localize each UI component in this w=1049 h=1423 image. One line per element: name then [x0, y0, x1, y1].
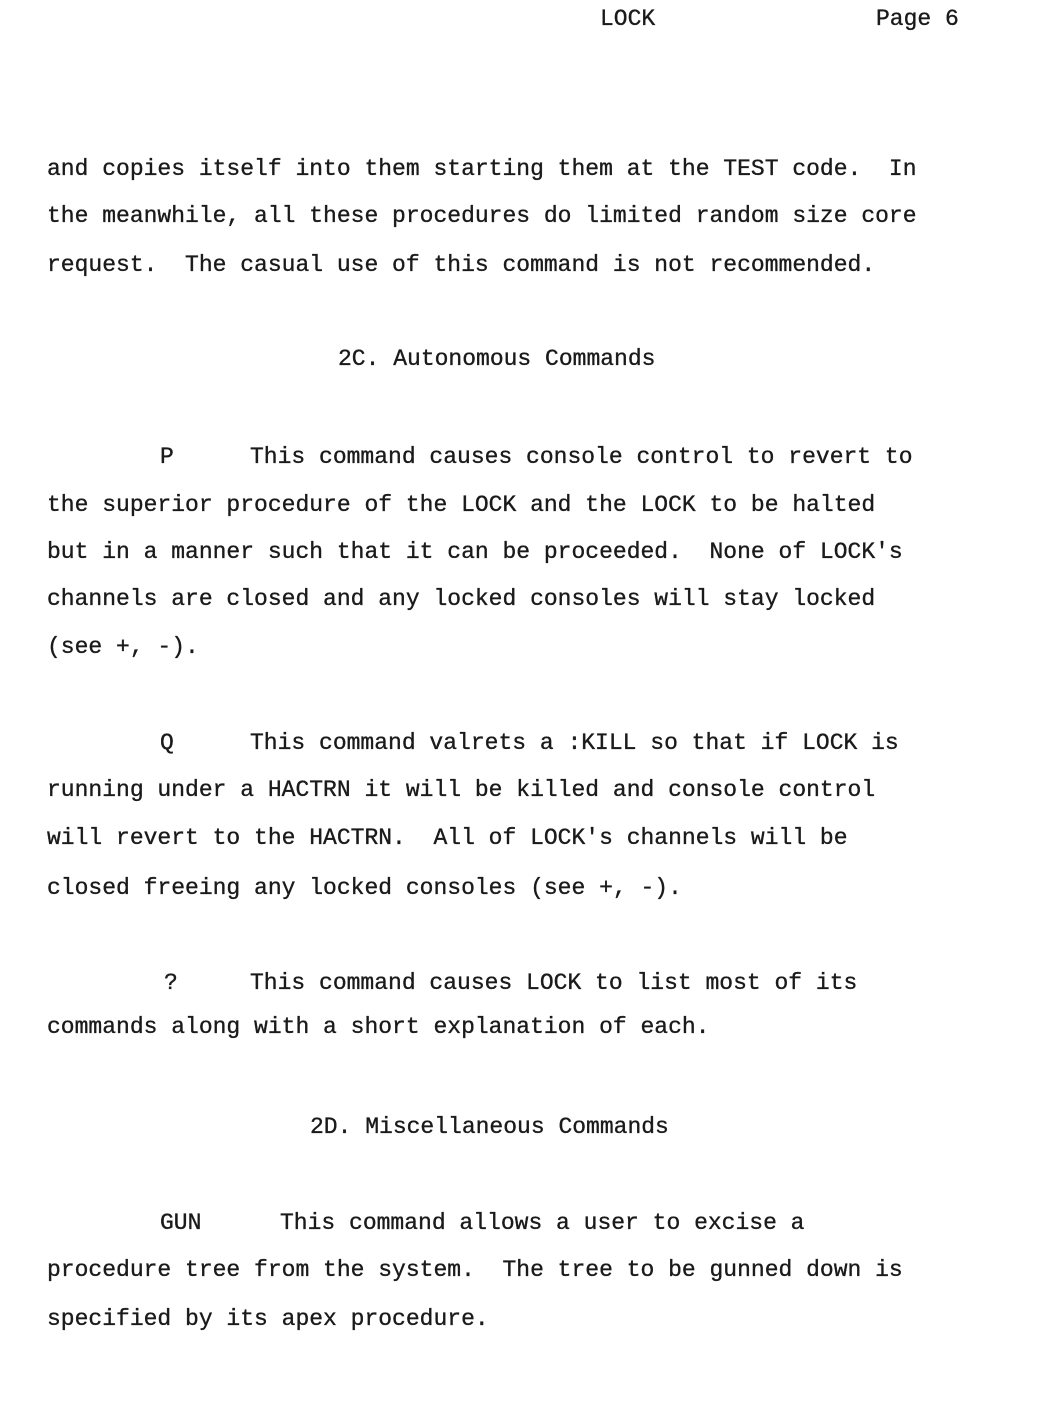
paragraph-line: closed freeing any locked consoles (see +, -). — [47, 875, 682, 901]
command-description: This command allows a user to excise a — [280, 1210, 805, 1236]
paragraph-line: procedure tree from the system. The tree to be gunned down is — [47, 1257, 903, 1283]
paragraph-line: request. The casual use of this command is not recommended. — [47, 252, 876, 278]
command-key-p: P — [160, 444, 174, 470]
paragraph-line: and copies itself into them starting them at the TEST code. In — [47, 156, 917, 182]
paragraph-line: will revert to the HACTRN. All of LOCK's channels will be — [47, 825, 848, 851]
command-key-q: Q — [160, 730, 174, 756]
paragraph-line: the superior procedure of the LOCK and the LOCK to be halted — [47, 492, 876, 518]
paragraph-line: the meanwhile, all these procedures do limited random size core — [47, 203, 917, 229]
paragraph-line: but in a manner such that it can be proceeded. None of LOCK's — [47, 539, 903, 565]
paragraph-line: specified by its apex procedure. — [47, 1306, 489, 1332]
command-key-gun: GUN — [160, 1210, 202, 1236]
command-description: This command causes LOCK to list most of its — [250, 970, 858, 996]
paragraph-line: channels are closed and any locked consoles will stay locked — [47, 586, 876, 612]
paragraph-line: commands along with a short explanation of each. — [47, 1014, 710, 1040]
paragraph-line: (see +, -). — [47, 634, 199, 660]
section-heading-2c: 2C. Autonomous Commands — [338, 346, 656, 372]
command-description: This command causes console control to revert to — [250, 444, 913, 470]
header-title: LOCK — [600, 6, 656, 32]
command-key-question: ? — [164, 970, 178, 996]
section-heading-2d: 2D. Miscellaneous Commands — [310, 1114, 669, 1140]
paragraph-line: running under a HACTRN it will be killed and console control — [47, 777, 876, 803]
command-description: This command valrets a :KILL so that if LOCK is — [250, 730, 899, 756]
page-number: Page 6 — [876, 6, 959, 32]
